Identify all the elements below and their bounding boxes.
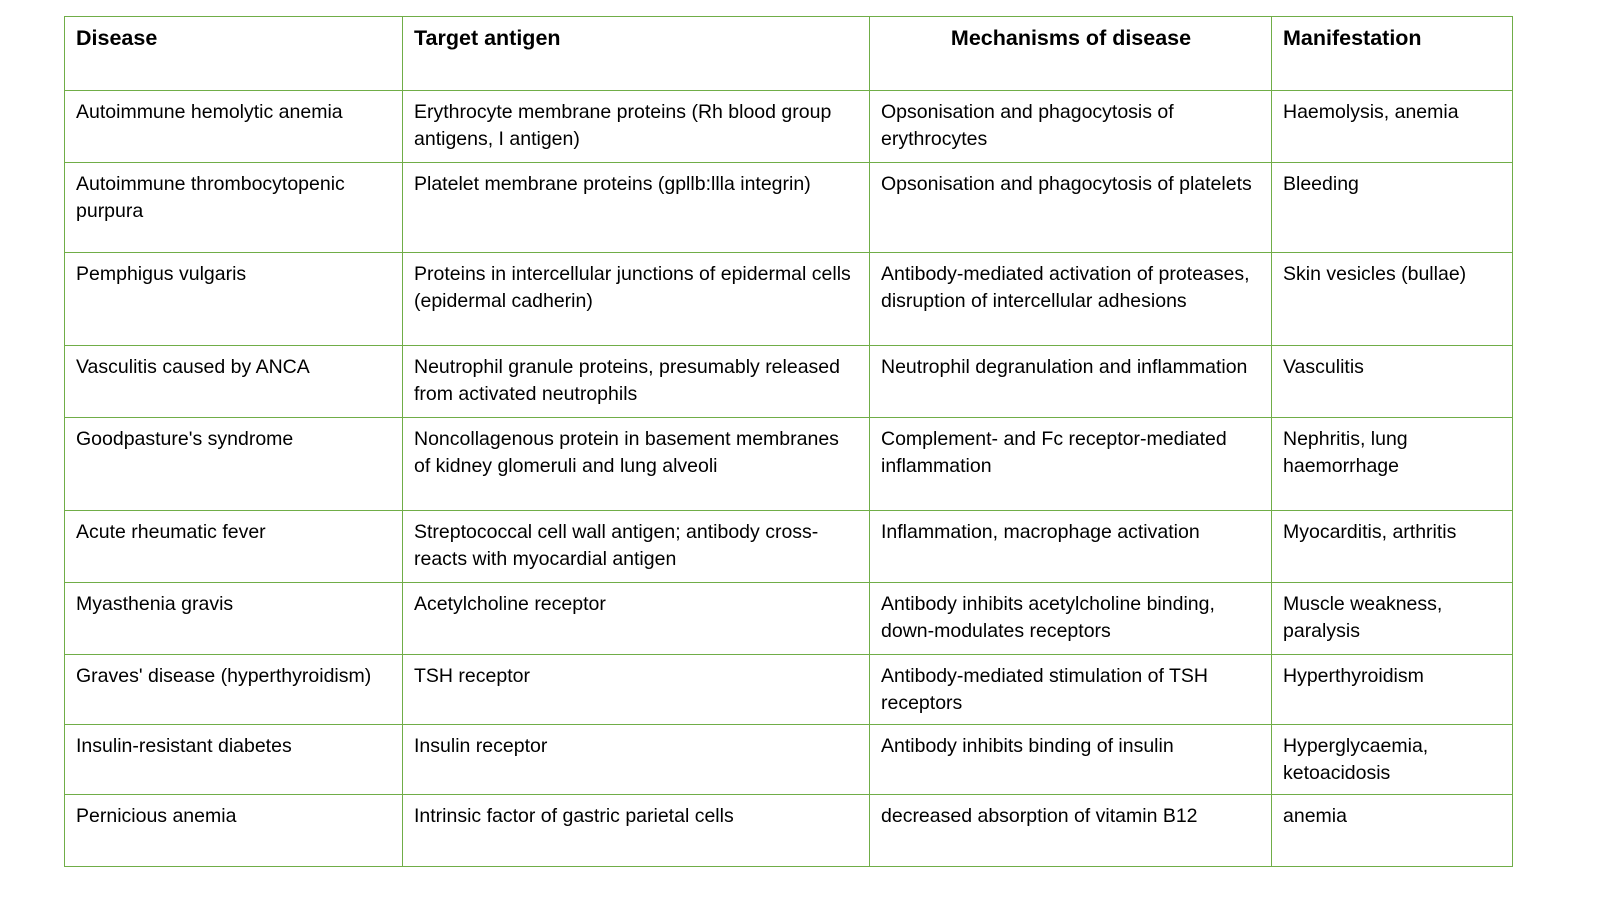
cell-disease: Pemphigus vulgaris: [65, 253, 403, 346]
cell-manifestation: Vasculitis: [1272, 346, 1513, 418]
cell-target-antigen: Intrinsic factor of gastric parietal cells: [403, 795, 870, 867]
header-mechanisms-of-disease: Mechanisms of disease: [870, 17, 1272, 91]
header-manifestation: Manifestation: [1272, 17, 1513, 91]
cell-disease: Goodpasture's syndrome: [65, 418, 403, 511]
cell-target-antigen: Platelet membrane proteins (gpllb:llla integrin): [403, 163, 870, 253]
table-row: [65, 418, 1513, 511]
cell-target-antigen: Streptococcal cell wall antigen; antibody cross-reacts with myocardial antigen: [403, 511, 870, 583]
cell-mechanism: Opsonisation and phagocytosis of erythrocytes: [870, 91, 1272, 163]
cell-disease: Acute rheumatic fever: [65, 511, 403, 583]
cell-manifestation: Hyperglycaemia, ketoacidosis: [1272, 725, 1513, 795]
cell-target-antigen: Noncollagenous protein in basement membranes of kidney glomeruli and lung alveoli: [403, 418, 870, 511]
cell-mechanism: Antibody-mediated activation of proteases, disruption of intercellular adhesions: [870, 253, 1272, 346]
cell-target-antigen: Proteins in intercellular junctions of epidermal cells (epidermal cadherin): [403, 253, 870, 346]
cell-manifestation: Myocarditis, arthritis: [1272, 511, 1513, 583]
cell-manifestation: anemia: [1272, 795, 1513, 867]
table-row: [65, 346, 1513, 418]
cell-disease: Insulin-resistant diabetes: [65, 725, 403, 795]
header-target-antigen: Target antigen: [403, 17, 870, 91]
cell-target-antigen: Neutrophil granule proteins, presumably released from activated neutrophils: [403, 346, 870, 418]
autoimmune-disease-table: [64, 16, 1513, 867]
cell-manifestation: Hyperthyroidism: [1272, 655, 1513, 725]
cell-manifestation: Nephritis, lung haemorrhage: [1272, 418, 1513, 511]
table-row: [65, 725, 1513, 795]
cell-mechanism: Antibody inhibits binding of insulin: [870, 725, 1272, 795]
cell-disease: Pernicious anemia: [65, 795, 403, 867]
cell-mechanism: Complement- and Fc receptor-mediated inflammation: [870, 418, 1272, 511]
cell-manifestation: Haemolysis, anemia: [1272, 91, 1513, 163]
cell-disease: Graves' disease (hyperthyroidism): [65, 655, 403, 725]
cell-manifestation: Muscle weakness, paralysis: [1272, 583, 1513, 655]
cell-target-antigen: Insulin receptor: [403, 725, 870, 795]
cell-manifestation: Bleeding: [1272, 163, 1513, 253]
cell-mechanism: Neutrophil degranulation and inflammation: [870, 346, 1272, 418]
cell-mechanism: Inflammation, macrophage activation: [870, 511, 1272, 583]
cell-mechanism: Antibody-mediated stimulation of TSH receptors: [870, 655, 1272, 725]
table-row: [65, 511, 1513, 583]
header-disease: Disease: [65, 17, 403, 91]
cell-mechanism: Opsonisation and phagocytosis of platelets: [870, 163, 1272, 253]
cell-manifestation: Skin vesicles (bullae): [1272, 253, 1513, 346]
cell-target-antigen: Erythrocyte membrane proteins (Rh blood group antigens, I antigen): [403, 91, 870, 163]
cell-mechanism: decreased absorption of vitamin B12: [870, 795, 1272, 867]
cell-disease: Myasthenia gravis: [65, 583, 403, 655]
cell-disease: Vasculitis caused by ANCA: [65, 346, 403, 418]
table-row: [65, 583, 1513, 655]
autoimmune-disease-table-container: [64, 16, 1512, 867]
table-header-row: [65, 17, 1513, 91]
table-row: [65, 91, 1513, 163]
cell-target-antigen: TSH receptor: [403, 655, 870, 725]
cell-disease: Autoimmune thrombocytopenic purpura: [65, 163, 403, 253]
cell-mechanism: Antibody inhibits acetylcholine binding, down-modulates receptors: [870, 583, 1272, 655]
cell-target-antigen: Acetylcholine receptor: [403, 583, 870, 655]
table-row: [65, 655, 1513, 725]
table-row: [65, 795, 1513, 867]
cell-disease: Autoimmune hemolytic anemia: [65, 91, 403, 163]
table-row: [65, 253, 1513, 346]
table-row: [65, 163, 1513, 253]
